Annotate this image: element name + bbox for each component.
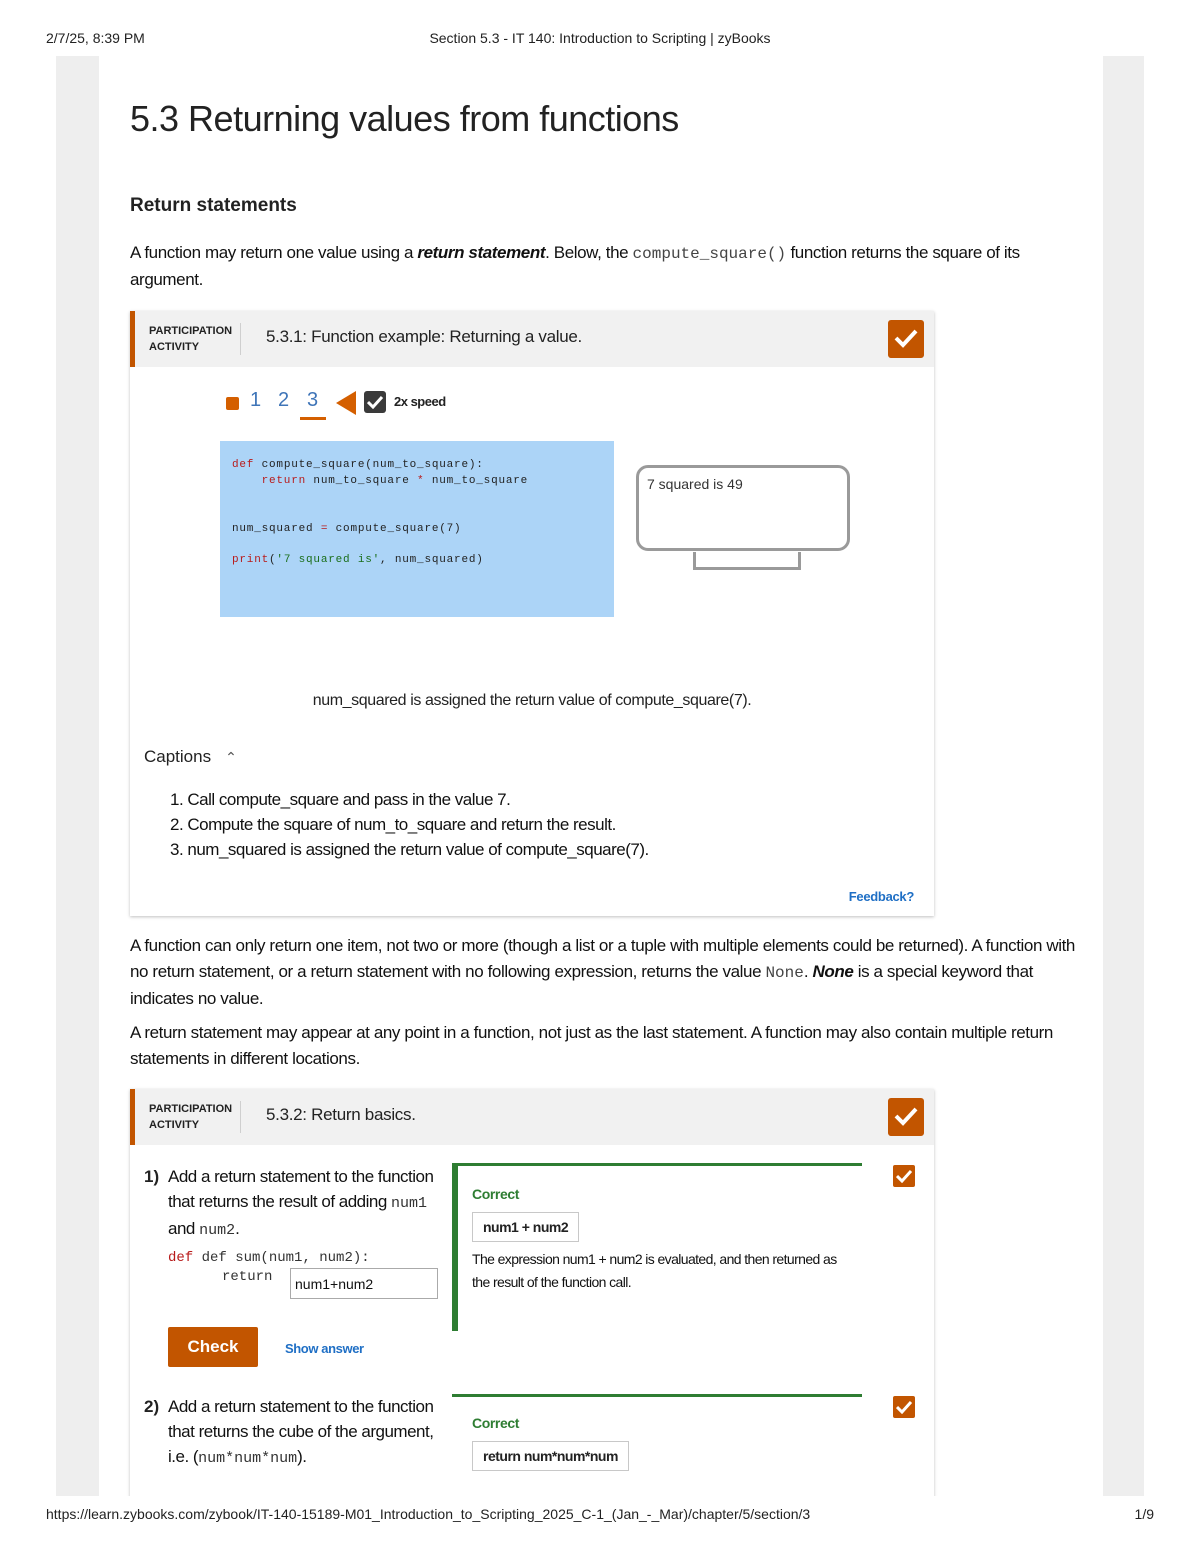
term-none: None <box>812 962 854 981</box>
caption-item: 1. Call compute_square and pass in the value 7. <box>170 790 511 809</box>
feedback-explanation: The expression num1 + num2 is evaluated, and then returned as the result of the function call. <box>472 1251 837 1290</box>
question-1-code-return: return <box>222 1269 273 1285</box>
activity-type-label: PARTICIPATION ACTIVITY <box>149 1103 233 1131</box>
console-output-monitor <box>636 465 850 551</box>
feedback-link[interactable]: Feedback? <box>848 889 914 904</box>
correct-answer-chip: return num*num*num <box>472 1441 629 1471</box>
intro-paragraph: A function may return one value using a return statement. Below, the compute_square() function returns the square of its argument. <box>130 243 1020 289</box>
code-line-4: print('7 squared is', num_squared) <box>232 554 484 566</box>
activity-header <box>130 311 934 367</box>
code-line-2: return num_to_square * num_to_square <box>232 475 529 487</box>
participation-activity-5-3-2 <box>130 1089 934 1496</box>
feedback-status: Correct <box>472 1186 519 1202</box>
show-answer-link[interactable]: Show answer <box>285 1341 364 1356</box>
question-1-answer-input[interactable] <box>290 1268 438 1299</box>
completion-check-icon <box>888 320 924 358</box>
check-button[interactable]: Check <box>168 1327 258 1367</box>
header-divider <box>240 323 241 355</box>
speed-checkbox[interactable] <box>364 391 386 413</box>
question-2-complete-icon <box>893 1396 915 1418</box>
completion-check-icon <box>888 1098 924 1136</box>
print-footer <box>46 1506 1154 1522</box>
speed-label: 2x speed <box>394 394 446 409</box>
question-1-code-def: def def sum(num1, num2): <box>168 1250 370 1266</box>
question-1-feedback <box>452 1163 862 1331</box>
step-button-1[interactable]: 1 <box>250 389 262 411</box>
captions-toggle[interactable]: Captions ⌃ <box>144 747 237 766</box>
feedback-status: Correct <box>472 1415 519 1431</box>
zybook-page <box>99 56 1103 1496</box>
code-line-3: num_squared = compute_square(7) <box>232 523 462 535</box>
header-divider <box>240 1101 241 1133</box>
caption-item: 2. Compute the square of num_to_square and return the result. <box>170 815 616 834</box>
active-step-indicator <box>300 417 326 420</box>
print-title: Section 5.3 - IT 140: Introduction to Scripting | zyBooks <box>429 30 771 46</box>
section-subheading: Return statements <box>130 195 297 216</box>
print-page-number: 1/9 <box>1134 1506 1154 1522</box>
step-button-3[interactable]: 3 <box>307 389 319 411</box>
inline-code-none: None <box>765 964 804 982</box>
captions-list <box>170 787 910 862</box>
question-1-complete-icon <box>893 1165 915 1187</box>
activity-header <box>130 1089 934 1145</box>
print-url: https://learn.zybooks.com/zybook/IT-140-15189-M01_Introduction_to_Scripting_2025_C-1_(Jan_-_Mar)/chapter/5/section/3 <box>46 1506 811 1522</box>
paragraph-return-one-item: A function can only return one item, not two or more (though a list or a tuple with multiple elements could be returned). A function with no return statement, or a return statement with no following expression, returns the value None. None is a special keyword that indicates no value. <box>130 936 1075 1008</box>
question-2-text: Add a return statement to the function that returns the cube of the argument, i.e. (num*num*num). <box>168 1397 434 1467</box>
participation-activity-5-3-1 <box>130 311 934 916</box>
code-line-1: def compute_square(num_to_square): <box>232 459 484 471</box>
term-return-statement: return statement <box>417 243 546 262</box>
activity-title: 5.3.2: Return basics. <box>266 1105 416 1124</box>
step-button-2[interactable]: 2 <box>278 389 290 411</box>
print-header <box>0 30 1200 50</box>
correct-answer-chip: num1 + num2 <box>472 1212 579 1242</box>
question-2-number: 2) <box>144 1397 160 1416</box>
console-output-text: 7 squared is 49 <box>647 476 743 492</box>
inline-code-compute-square: compute_square() <box>632 245 787 263</box>
question-1-number: 1) <box>144 1167 160 1186</box>
paragraph-return-anywhere: A return statement may appear at any point in a function, not just as the last statement. A function may also contain multiple return statements in different locations. <box>130 1023 1053 1068</box>
back-icon[interactable] <box>336 391 356 415</box>
question-2-feedback <box>452 1394 862 1496</box>
activity-title: 5.3.1: Function example: Returning a value. <box>266 327 582 346</box>
stop-icon[interactable] <box>226 397 239 410</box>
print-date: 2/7/25, 8:39 PM <box>46 30 145 46</box>
caption-item: 3. num_squared is assigned the return value of compute_square(7). <box>170 840 649 859</box>
activity-type-label: PARTICIPATION ACTIVITY <box>149 325 233 353</box>
question-1-text: Add a return statement to the function that returns the result of adding num1 and num2. <box>168 1167 434 1239</box>
current-caption: num_squared is assigned the return value of compute_square(7). <box>312 692 752 709</box>
code-panel <box>220 441 614 617</box>
section-title: 5.3 Returning values from functions <box>130 98 679 139</box>
chevron-up-icon: ⌃ <box>225 749 237 765</box>
monitor-stand <box>693 552 801 570</box>
